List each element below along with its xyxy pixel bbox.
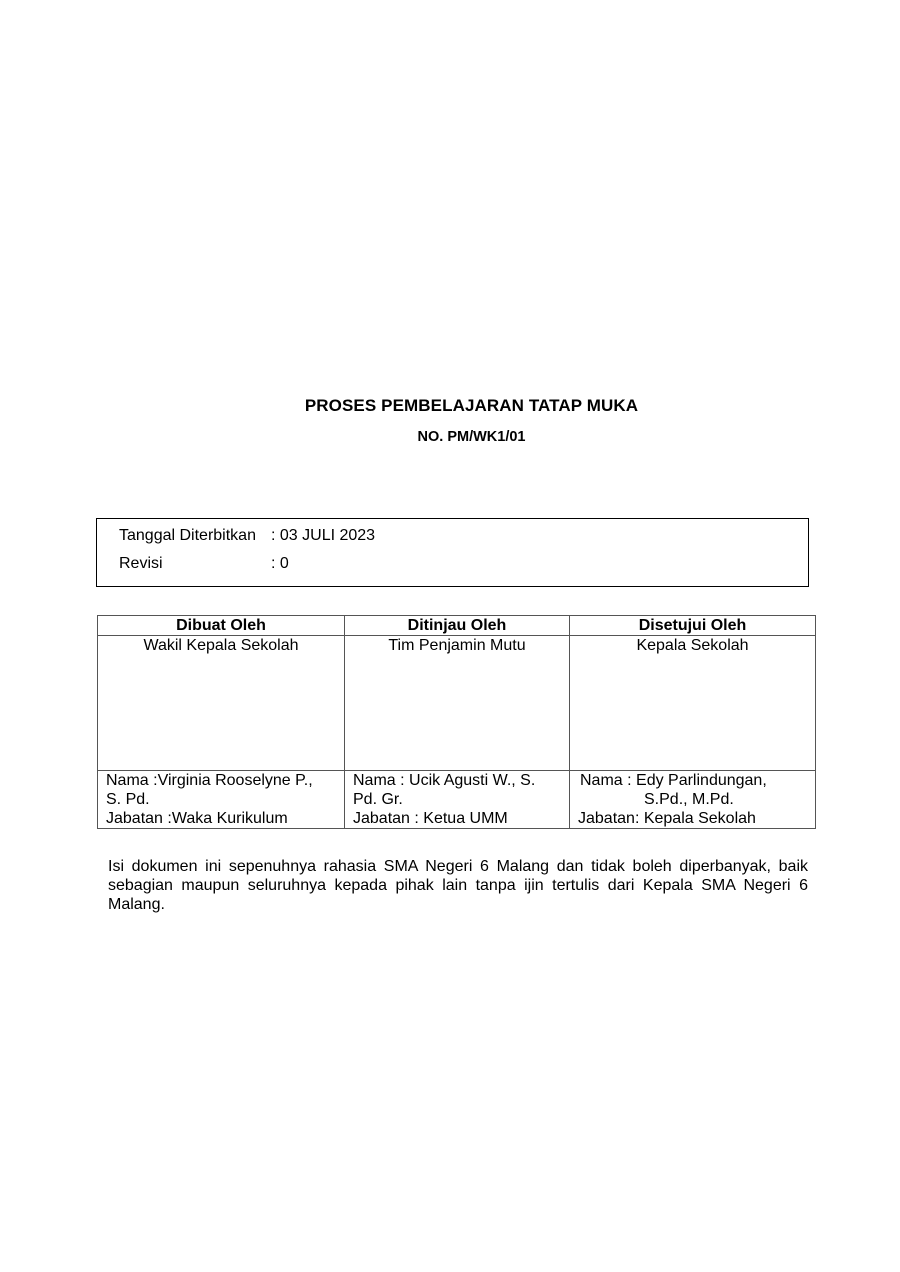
header-reviewed-by: Ditinjau Oleh — [345, 616, 570, 636]
confidentiality-notice: Isi dokumen ini sepenuhnya rahasia SMA Negeri 6 Malang dan tidak boleh diperbanyak, baik sebagian maupun seluruhnya kepada pihak lain tanpa ijin tertulis dari Kepala SMA Negeri 6 Malang. — [108, 858, 808, 913]
signer-position: Jabatan : Ketua UMM — [353, 810, 508, 827]
document-title: PROSES PEMBELAJARAN TATAP MUKA — [304, 396, 639, 415]
signer-name: Nama : Edy Parlindungan, — [580, 772, 767, 789]
approval-role-row — [98, 636, 816, 771]
header-created-by: Dibuat Oleh — [98, 616, 345, 636]
document-number: NO. PM/WK1/01 — [417, 429, 526, 445]
signer-name: Nama : Ucik Agusti W., S. — [353, 772, 536, 789]
signer-position: Jabatan: Kepala Sekolah — [578, 810, 756, 827]
signer-reviewer — [345, 771, 570, 829]
signer-approver — [570, 771, 816, 829]
revision-label: Revisi — [119, 555, 163, 572]
approval-signer-row — [98, 771, 816, 829]
revision-row — [119, 555, 289, 573]
issue-date-row — [119, 527, 375, 545]
approval-header-row — [98, 616, 816, 636]
signer-name-cont: S.Pd., M.Pd. — [644, 791, 734, 808]
signer-position: Jabatan :Waka Kurikulum — [106, 810, 288, 827]
issue-date-value: : 03 JULI 2023 — [271, 527, 376, 544]
role-approver: Kepala Sekolah — [570, 636, 816, 771]
approval-table — [97, 615, 816, 829]
role-creator: Wakil Kepala Sekolah — [98, 636, 345, 771]
role-reviewer: Tim Penjamin Mutu — [345, 636, 570, 771]
signer-name-cont: S. Pd. — [106, 791, 150, 808]
signer-name: Nama :Virginia Rooselyne P., — [106, 772, 313, 789]
issue-date-label: Tanggal Diterbitkan — [119, 527, 256, 544]
revision-value: : 0 — [271, 555, 289, 572]
document-info-box — [96, 518, 809, 587]
signer-name-cont: Pd. Gr. — [353, 791, 403, 808]
header-approved-by: Disetujui Oleh — [570, 616, 816, 636]
signer-creator — [98, 771, 345, 829]
